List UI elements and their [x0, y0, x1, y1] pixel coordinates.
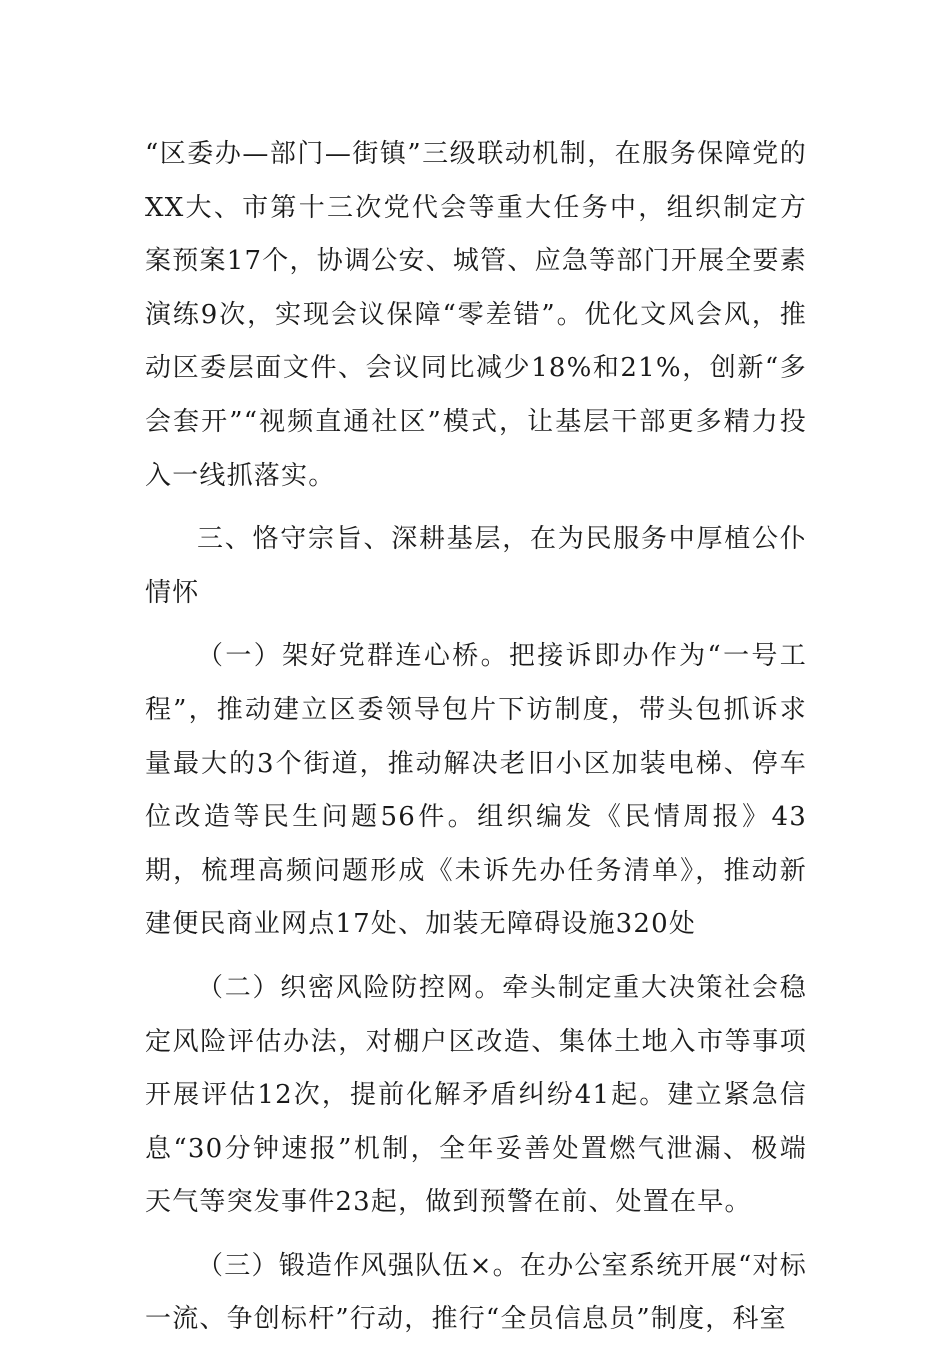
paragraph-continuation: “区委办—部门—街镇”三级联动机制，在服务保障党的XX大、市第十三次党代会等重大任务中，组织制定方案预案17个，协调公安、城管、应急等部门开展全要素演练9次，实现会议保障“零差错”。优化文风会风，推动区委层面文件、会议同比减少18%和21%，创新“多会套开”“视频直通社区”模式，让基层干部更多精力投入一线抓落实。	[145, 139, 807, 491]
paragraph-item-three: （三）锻造作风强队伍×。在办公室系统开展“对标一流、争创标杆”行动，推行“全员信息员”制度，科室	[145, 1250, 807, 1335]
paragraph-item-two: （二）织密风险防控网。牵头制定重大决策社会稳定风险评估办法，对棚户区改造、集体土地入市等事项开展评估12次，提前化解矛盾纠纷41起。建立紧急信息“30分钟速报”机制，全年妥善处置燃气泄漏、极端天气等突发事件23起，做到预警在前、处置在早。	[145, 972, 807, 1218]
document-body	[145, 128, 807, 1357]
paragraph-item-one: （一）架好党群连心桥。把接诉即办作为“一号工程”，推动建立区委领导包片下访制度，带头包抓诉求量最大的3个街道，推动解决老旧小区加装电梯、停车位改造等民生问题56件。组织编发《民情周报》43期，梳理高频问题形成《未诉先办任务清单》，推动新建便民商业网点17处、加装无障碍设施320处	[145, 641, 807, 940]
section-heading-three: 三、恪守宗旨、深耕基层，在为民服务中厚植公仆情怀	[145, 524, 807, 608]
